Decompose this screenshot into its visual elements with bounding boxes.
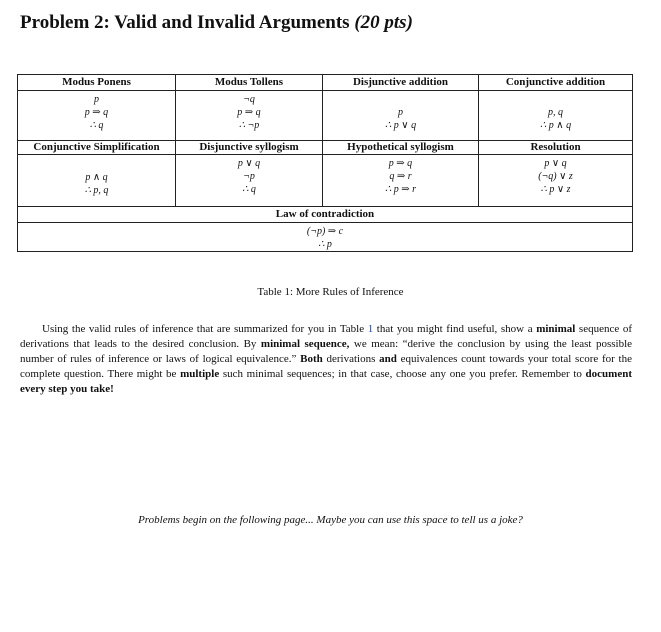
rules-of-inference-table [17,74,633,252]
formula: ∴ ¬p [238,120,260,131]
formula: q ⇒ r [389,171,412,182]
formula: p ⇒ q [237,107,261,118]
formula: p [94,94,99,105]
text-segment: derivations [322,353,380,365]
cell-conjunctive-simplification [18,155,176,207]
problem-title-text: Problem 2: Valid and Invalid Arguments [20,12,350,33]
header-modus-tollens: Modus Tollens [176,75,323,91]
table-header-row [18,75,633,91]
cell-modus-ponens [18,91,176,141]
formula: (¬p) ⇒ c [306,226,344,237]
emphasis-text: minimal [536,323,576,335]
header-conjunctive-addition: Conjunctive addition [479,75,633,91]
problem-points: (20 pts) [354,12,413,33]
formula: p [398,107,403,118]
instructions-paragraph [20,322,632,397]
table-caption: Table 1: More Rules of Inference [257,286,404,298]
formula: ∴ q [89,120,104,131]
text-segment: Using the valid rules of inference that are summarized for you in Table [42,323,368,335]
emphasis-text: minimal sequence, [260,338,350,350]
cell-hypothetical-syllogism [323,155,479,207]
cell-conjunctive-addition [479,91,633,141]
header-disjunctive-syllogism: Disjunctive syllogism [176,141,323,155]
header-law-of-contradiction: Law of contradiction [18,207,633,223]
table-row [18,155,633,207]
text-segment: we mean: “derive the conclusion by using the least possible number of rules of inference or laws of logical equivalence.” [20,338,633,365]
cell-resolution [479,155,633,207]
header-hypothetical-syllogism: Hypothetical syllogism [323,141,479,155]
formula: ∴ q [242,184,256,195]
cell-disjunctive-addition [323,91,479,141]
formula: ∴ p, q [84,185,109,196]
formula: ∴ p [318,239,332,250]
formula: (¬q) ∨ z [538,171,573,182]
table-reference-link[interactable]: 1 [367,323,374,335]
formula: ∴ p ⇒ r [384,184,417,195]
formula: ¬q [243,94,255,105]
header-conjunctive-simplification: Conjunctive Simplification [18,141,176,155]
emphasis-text: Both [300,353,323,365]
formula: p ∨ q [544,158,567,169]
emphasis-text: document every step you take! [20,368,632,395]
table-header-row [18,207,633,223]
formula: p ∧ q [85,172,108,183]
header-modus-ponens: Modus Ponens [18,75,176,91]
cell-disjunctive-syllogism [176,155,323,207]
table-row [18,223,633,252]
table-header-row [18,141,633,155]
header-disjunctive-addition: Disjunctive addition [323,75,479,91]
formula: p ⇒ q [84,107,109,118]
emphasis-text: and [379,353,397,365]
cell-law-of-contradiction [18,223,633,252]
formula: ∴ p ∨ q [384,120,417,131]
formula: ∴ p ∨ z [540,184,571,195]
text-segment: such minimal sequences; in that case, choose any one you prefer. Remember to [219,368,586,380]
formula: ∴ p ∧ q [539,120,572,131]
formula: p ∨ q [237,158,261,169]
text-segment: equivalences count towards your total score for the complete question. There might be [20,353,632,380]
footer-note: Problems begin on the following page... Maybe you can use this space to tell us a joke? [138,514,523,526]
formula: p, q [548,107,563,118]
table-row [18,91,633,141]
text-segment: sequence of derivations that leads to the desired conclusion. By [20,323,632,350]
formula: p ⇒ q [388,158,413,169]
formula: ¬p [243,171,255,182]
emphasis-text: multiple [180,368,220,380]
text-segment: that you might find useful, show a [373,323,537,335]
header-resolution: Resolution [479,141,633,155]
problem-title [20,12,413,34]
cell-modus-tollens [176,91,323,141]
